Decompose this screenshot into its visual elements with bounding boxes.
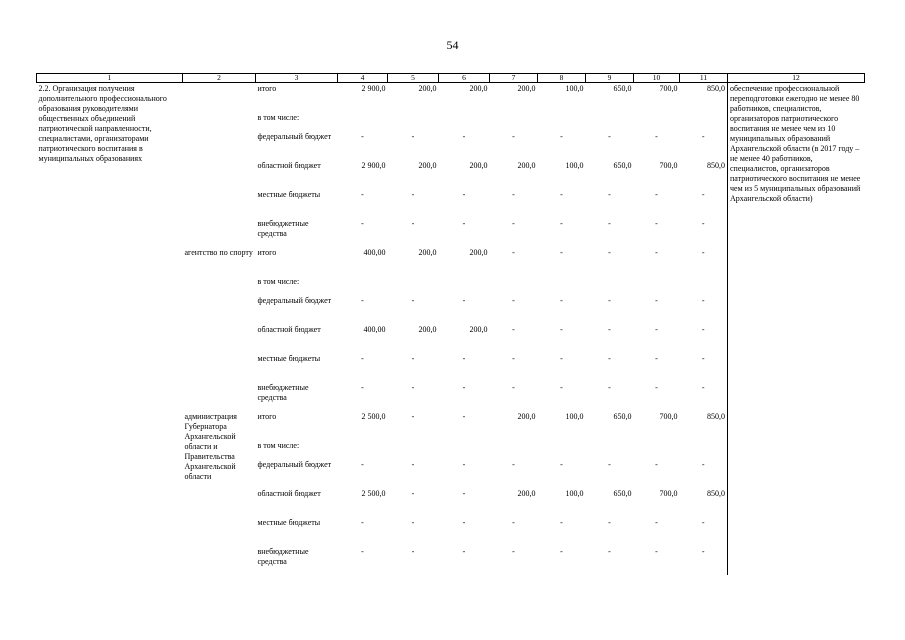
amount-cell: 100,0 [565, 161, 584, 170]
amount-cell: 2 500,0 [361, 489, 386, 498]
amount-cell: - [560, 518, 563, 527]
amount-cell: - [462, 132, 466, 141]
amount-cell: - [361, 190, 364, 199]
funding-source-cell: в том числе: [257, 277, 300, 286]
amount-cell: 200,0 [418, 84, 437, 93]
amount-cell: - [512, 190, 515, 199]
amount-cell: - [462, 219, 466, 228]
amount-cell [680, 112, 728, 131]
funding-source-cell: в том числе: [257, 441, 300, 450]
amount-cell [538, 112, 586, 131]
amount-cell: - [560, 248, 563, 257]
amount-cell: - [361, 547, 364, 556]
amount-cell: - [560, 547, 563, 556]
amount-cell [538, 276, 586, 295]
amount-cell: - [655, 354, 658, 363]
amount-cell: 650,0 [613, 412, 632, 421]
amount-cell: - [411, 190, 415, 199]
amount-cell: - [655, 190, 658, 199]
amount-cell: 200,0 [469, 84, 488, 93]
funding-source-cell: местные бюджеты [257, 354, 321, 363]
amount-cell: - [411, 219, 415, 228]
amount-cell: - [462, 460, 466, 469]
amount-cell: - [462, 383, 466, 392]
amount-cell: - [655, 460, 658, 469]
amount-cell [490, 112, 538, 131]
amount-cell: - [655, 383, 658, 392]
amount-cell: - [462, 489, 466, 498]
amount-cell: 100,0 [565, 84, 584, 93]
amount-cell: - [655, 132, 658, 141]
amount-cell [680, 440, 728, 459]
amount-cell: 400,00 [363, 248, 386, 257]
amount-cell: - [512, 132, 515, 141]
amount-cell: - [608, 547, 611, 556]
column-header: 7 [490, 74, 538, 83]
amount-cell: - [608, 190, 611, 199]
amount-cell [490, 276, 538, 295]
amount-cell: - [560, 296, 563, 305]
column-header: 6 [439, 74, 490, 83]
amount-cell: - [701, 248, 705, 257]
amount-cell: - [462, 296, 466, 305]
amount-cell: - [411, 296, 415, 305]
amount-cell: 400,00 [363, 325, 386, 334]
amount-cell: - [361, 132, 364, 141]
executor-cell: администрация Губернатора Архангельской области и Правительства Архангельской области [184, 412, 237, 481]
funding-source-cell: федеральный бюджет [257, 460, 332, 469]
amount-cell: 200,0 [469, 248, 488, 257]
amount-cell [680, 276, 728, 295]
amount-cell: - [462, 547, 466, 556]
amount-cell: - [411, 383, 415, 392]
column-header: 5 [388, 74, 439, 83]
funding-source-cell: федеральный бюджет [257, 132, 332, 141]
amount-cell: 850,0 [707, 84, 725, 93]
amount-cell [338, 276, 388, 295]
amount-cell: - [701, 219, 705, 228]
funding-source-cell: итого [257, 412, 277, 421]
amount-cell: - [560, 354, 563, 363]
funding-source-cell: местные бюджеты [257, 518, 321, 527]
funding-source-cell: областной бюджет [257, 325, 321, 334]
amount-cell: 200,0 [418, 161, 437, 170]
amount-cell: - [361, 518, 364, 527]
amount-cell: 2 500,0 [361, 412, 386, 421]
amount-cell: - [462, 354, 466, 363]
amount-cell [439, 112, 490, 131]
amount-cell: - [411, 354, 415, 363]
amount-cell: - [608, 248, 611, 257]
amount-cell: - [462, 518, 466, 527]
amount-cell: - [512, 547, 515, 556]
funding-source-cell: внебюджетные средства [257, 219, 309, 238]
amount-cell [634, 440, 680, 459]
amount-cell: - [608, 460, 611, 469]
amount-cell: 200,0 [517, 161, 536, 170]
amount-cell: 200,0 [517, 84, 536, 93]
amount-cell: 650,0 [613, 489, 632, 498]
amount-cell: 700,0 [659, 489, 678, 498]
column-header: 10 [634, 74, 680, 83]
amount-cell: - [512, 219, 515, 228]
amount-cell: - [411, 132, 415, 141]
result-cell: обеспечение профессиональной переподготовки ежегодно не менее 80 работников, специалистов, организаторов патриотического воспитания не менее чем из 10 муниципальных образований Архангельской области (в 2017 году – не менее 40 работников, специалистов, организаторов патриотического воспитания не менее чем из 5 муниципальных образований Архангельской области) [728, 83, 865, 576]
amount-cell [586, 112, 634, 131]
page-number: 54 [446, 38, 459, 52]
amount-cell: 200,0 [469, 161, 488, 170]
amount-cell: - [361, 383, 364, 392]
funding-source-cell: итого [257, 84, 277, 93]
column-header: 11 [680, 74, 728, 83]
amount-cell: 2 900,0 [361, 161, 386, 170]
funding-source-cell: областной бюджет [257, 489, 321, 498]
table-row [37, 83, 865, 113]
amount-cell [388, 276, 439, 295]
amount-cell: - [701, 325, 705, 334]
amount-cell: - [512, 296, 515, 305]
amount-cell: - [361, 296, 364, 305]
amount-cell: - [655, 248, 658, 257]
executor-cell [183, 83, 256, 248]
amount-cell: - [608, 518, 611, 527]
amount-cell: - [512, 460, 515, 469]
amount-cell: 200,0 [517, 489, 536, 498]
column-number-row [37, 74, 865, 83]
amount-cell: 200,0 [517, 412, 536, 421]
amount-cell: - [701, 460, 705, 469]
column-header: 12 [728, 74, 865, 83]
amount-cell: - [701, 383, 705, 392]
column-header: 8 [538, 74, 586, 83]
amount-cell: - [560, 190, 563, 199]
funding-source-cell: областной бюджет [257, 161, 321, 170]
amount-cell: - [655, 518, 658, 527]
amount-cell [338, 440, 388, 459]
amount-cell: - [608, 325, 611, 334]
amount-cell: - [655, 325, 658, 334]
amount-cell: - [512, 248, 515, 257]
column-header: 4 [338, 74, 388, 83]
amount-cell: - [560, 132, 563, 141]
funding-source-cell: итого [257, 248, 277, 257]
amount-cell: - [512, 354, 515, 363]
column-header: 3 [256, 74, 338, 83]
amount-cell [538, 440, 586, 459]
amount-cell: - [701, 547, 705, 556]
amount-cell: 200,0 [469, 325, 488, 334]
amount-cell: 700,0 [659, 161, 678, 170]
funding-source-cell: федеральный бюджет [257, 296, 332, 305]
amount-cell [338, 112, 388, 131]
funding-source-cell: внебюджетные средства [257, 383, 309, 402]
amount-cell: 650,0 [613, 161, 632, 170]
amount-cell: - [560, 383, 563, 392]
column-header: 2 [183, 74, 256, 83]
amount-cell [586, 440, 634, 459]
amount-cell: 850,0 [707, 412, 725, 421]
amount-cell: 100,0 [565, 412, 584, 421]
amount-cell: - [462, 412, 466, 421]
funding-source-cell: местные бюджеты [257, 190, 321, 199]
amount-cell: - [411, 460, 415, 469]
amount-cell: - [512, 383, 515, 392]
amount-cell: - [560, 460, 563, 469]
amount-cell: - [560, 325, 563, 334]
amount-cell: 100,0 [565, 489, 584, 498]
amount-cell: - [608, 354, 611, 363]
amount-cell: - [411, 412, 415, 421]
amount-cell: - [608, 383, 611, 392]
amount-cell: - [560, 219, 563, 228]
amount-cell [439, 276, 490, 295]
amount-cell: - [512, 518, 515, 527]
amount-cell [634, 112, 680, 131]
amount-cell: - [701, 132, 705, 141]
amount-cell: - [361, 460, 364, 469]
amount-cell: - [608, 132, 611, 141]
amount-cell: 200,0 [418, 325, 437, 334]
amount-cell: - [608, 219, 611, 228]
amount-cell: - [512, 325, 515, 334]
amount-cell: 650,0 [613, 84, 632, 93]
amount-cell: 850,0 [707, 161, 725, 170]
amount-cell [490, 440, 538, 459]
amount-cell [388, 440, 439, 459]
column-header: 9 [586, 74, 634, 83]
amount-cell: 700,0 [659, 84, 678, 93]
amount-cell [388, 112, 439, 131]
budget-table [36, 73, 865, 575]
table-body [37, 83, 865, 576]
amount-cell: - [462, 190, 466, 199]
amount-cell: - [701, 354, 705, 363]
amount-cell: 700,0 [659, 412, 678, 421]
amount-cell [439, 440, 490, 459]
column-header: 1 [37, 74, 183, 83]
amount-cell: - [655, 219, 658, 228]
activity-cell: 2.2. Организация получения дополнительного профессионального образования руководителями общественных объединений патриотической направленности, специалистами, организаторами патриотического воспитания в муниципальных образованиях [38, 84, 167, 163]
amount-cell [634, 276, 680, 295]
amount-cell: - [701, 190, 705, 199]
funding-source-cell: внебюджетные средства [257, 547, 309, 566]
amount-cell: - [411, 547, 415, 556]
executor-cell: агентство по спорту [184, 248, 253, 257]
amount-cell: - [701, 518, 705, 527]
amount-cell: 2 900,0 [361, 84, 386, 93]
funding-source-cell: в том числе: [257, 113, 300, 122]
amount-cell: - [361, 219, 364, 228]
amount-cell: - [608, 296, 611, 305]
amount-cell: - [655, 296, 658, 305]
amount-cell: - [701, 296, 705, 305]
amount-cell: 850,0 [707, 489, 725, 498]
amount-cell: - [361, 354, 364, 363]
amount-cell: - [411, 518, 415, 527]
amount-cell: - [411, 489, 415, 498]
amount-cell: 200,0 [418, 248, 437, 257]
amount-cell [586, 276, 634, 295]
amount-cell: - [655, 547, 658, 556]
